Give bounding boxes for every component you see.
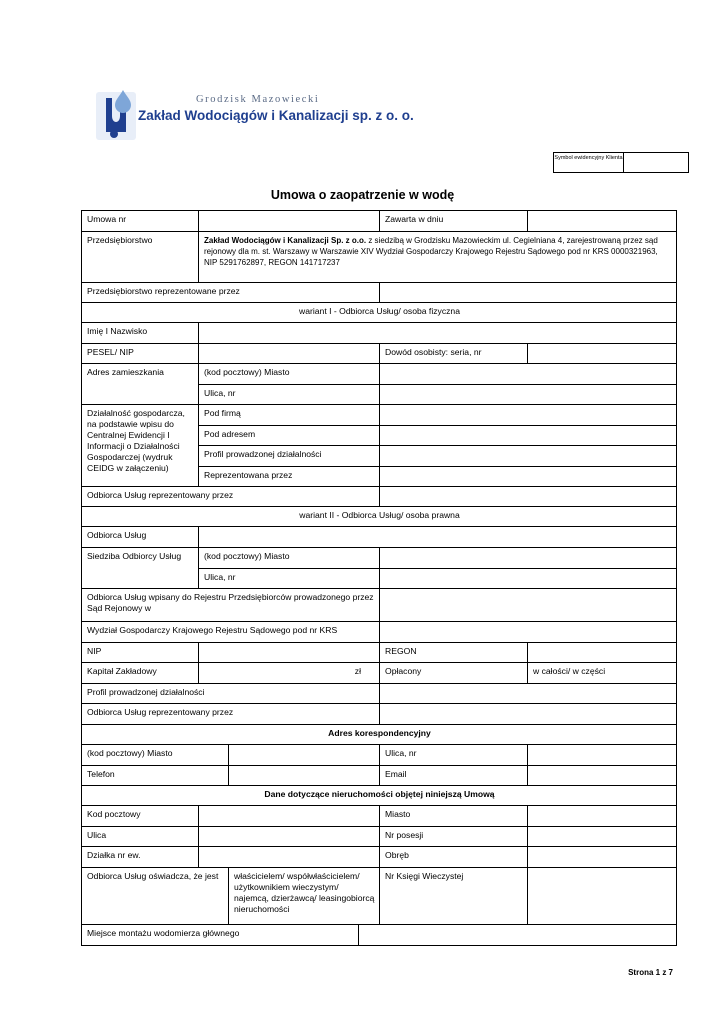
label-pesel-nip: PESEL/ NIP [82,344,199,364]
label-email: Email [380,766,528,786]
company-name: Zakład Wodociągów i Kanalizacji Sp. z o.o. [204,236,367,245]
logo-city: Grodzisk Mazowiecki [196,94,320,105]
label-id-card: Dowód osobisty: seria, nr [380,344,528,364]
label-paid: Opłacony [380,663,528,684]
label-full-name: Imię I Nazwisko [82,323,199,344]
label-company: Przedsiębiorstwo [82,232,199,283]
variant-2-header: wariant II - Odbiorca Usług/ osoba prawna [82,507,677,527]
label-street-number: Ulica, nr [199,385,380,405]
full-name-field[interactable] [199,323,677,344]
client-symbol-label: Symbol ewidencyjny Klienta [554,153,624,172]
label-business-activity: Działalność gospodarcza, na podstawie wpisu do Centralnej Ewidencji I Informacji o Działalności Gospodarczej (wydruk CEIDG w załączeniu) [82,405,199,487]
nip-field[interactable] [199,643,380,663]
label-regon: REGON [380,643,528,663]
business-represented-by-field[interactable] [380,467,677,487]
label-seat-postal-city: (kod pocztowy) Miasto [199,548,380,569]
land-register-field[interactable] [528,868,677,925]
label-plot-number: Działka nr ew. [82,847,199,868]
label-customer-represented-by-1: Odbiorca Usług reprezentowany przez [82,487,380,507]
email-field[interactable] [528,766,677,786]
customer-field[interactable] [199,527,677,548]
document-title: Umowa o zaopatrzenie w wodę [270,188,455,202]
corr-street-field[interactable] [528,745,677,766]
label-business-address: Pod adresem [199,426,380,446]
label-krs-number: Wydział Gospodarczy Krajowego Rejestru Sądowego pod nr KRS [82,622,380,643]
phone-field[interactable] [229,766,380,786]
krs-number-field[interactable] [380,622,677,643]
home-postal-city-field[interactable] [380,364,677,385]
company-logo [96,88,414,144]
pesel-nip-field[interactable] [199,344,380,364]
company-represented-by-field[interactable] [380,283,677,303]
label-concluded-on: Zawarta w dniu [380,211,528,232]
label-property-number: Nr posesji [380,827,528,847]
label-business-represented-by: Reprezentowana przez [199,467,380,487]
contract-form-table [81,210,677,946]
water-drop-logo-icon [96,88,140,144]
label-business-profile-2: Profil prowadzonej działalności [82,684,380,704]
label-land-register: Nr Księgi Wieczystej [380,868,528,925]
label-home-address: Adres zamieszkania [82,364,199,405]
label-customer-represented-by-2: Odbiorca Usług reprezentowany przez [82,704,380,725]
share-capital-field[interactable] [199,663,380,684]
property-data-header: Dane dotyczące nieruchomości objętej niniejszą Umową [82,786,677,806]
court-register-field[interactable] [380,589,677,622]
home-street-field[interactable] [380,385,677,405]
concluded-on-field[interactable] [528,211,677,232]
client-symbol-field[interactable] [624,153,688,172]
client-symbol-box [553,152,689,173]
label-street: Ulica [82,827,199,847]
ownership-options[interactable]: właścicielem/ współwłaścicielem/ użytkownikiem wieczystym/ najemcą, dzierżawcą/ leasingobiorcą nieruchomości [229,868,380,925]
id-card-field[interactable] [528,344,677,364]
label-phone: Telefon [82,766,229,786]
label-court-register: Odbiorca Usług wpisany do Rejestru Przedsiębiorców prowadzonego przez Sąd Rejonowy w [82,589,380,622]
business-name-field[interactable] [380,405,677,426]
business-address-field[interactable] [380,426,677,446]
label-business-profile: Profil prowadzonej działalności [199,446,380,467]
label-company-represented-by: Przedsiębiorstwo reprezentowane przez [82,283,380,303]
label-city: Miasto [380,806,528,827]
meter-location-field[interactable] [359,925,677,946]
label-seat-street: Ulica, nr [199,569,380,589]
label-corr-postal-city: (kod pocztowy) Miasto [82,745,229,766]
paid-options[interactable]: w całości/ w części [528,663,677,684]
city-field[interactable] [528,806,677,827]
label-corr-street: Ulica, nr [380,745,528,766]
correspondence-address-header: Adres korespondencyjny [82,725,677,745]
street-field[interactable] [199,827,380,847]
regon-field[interactable] [528,643,677,663]
business-profile-field[interactable] [380,446,677,467]
label-share-capital: Kapitał Zakładowy [82,663,199,684]
business-profile-2-field[interactable] [380,684,677,704]
label-meter-location: Miejsce montażu wodomierza głównego [82,925,359,946]
label-business-name: Pod firmą [199,405,380,426]
label-postal-code: Kod pocztowy [82,806,199,827]
label-customer-declares: Odbiorca Usług oświadcza, że jest [82,868,229,925]
contract-number-field[interactable] [199,211,380,232]
customer-represented-by-1-field[interactable] [380,487,677,507]
seat-postal-city-field[interactable] [380,548,677,569]
company-description: z siedzibą w Grodzisku Mazowieckim ul. Cegielniana 4, zarejestrowaną przez sąd rejonowy dla m. st. Warszawy w Warszawie XIV Wydział Gospodarczy Krajowego Rejestru Sądowego pod nr KRS 0000321963, NIP 5291762897, REGON 141717237 [204,236,658,267]
precinct-field[interactable] [528,847,677,868]
label-postal-city: (kod pocztowy) Miasto [199,364,380,385]
logo-company-name: Zakład Wodociągów i Kanalizacji sp. z o. o. [138,108,414,123]
page-number: Strona 1 z 7 [628,968,673,977]
customer-represented-by-2-field[interactable] [380,704,677,725]
plot-number-field[interactable] [199,847,380,868]
label-nip: NIP [82,643,199,663]
label-customer: Odbiorca Usług [82,527,199,548]
corr-postal-city-field[interactable] [229,745,380,766]
company-details [199,232,677,283]
label-customer-seat: Siedziba Odbiorcy Usług [82,548,199,589]
property-number-field[interactable] [528,827,677,847]
currency-pln: zł [354,666,362,676]
label-contract-number: Umowa nr [82,211,199,232]
seat-street-field[interactable] [380,569,677,589]
postal-code-field[interactable] [199,806,380,827]
label-precinct: Obręb [380,847,528,868]
variant-1-header: wariant I - Odbiorca Usług/ osoba fizyczna [82,303,677,323]
